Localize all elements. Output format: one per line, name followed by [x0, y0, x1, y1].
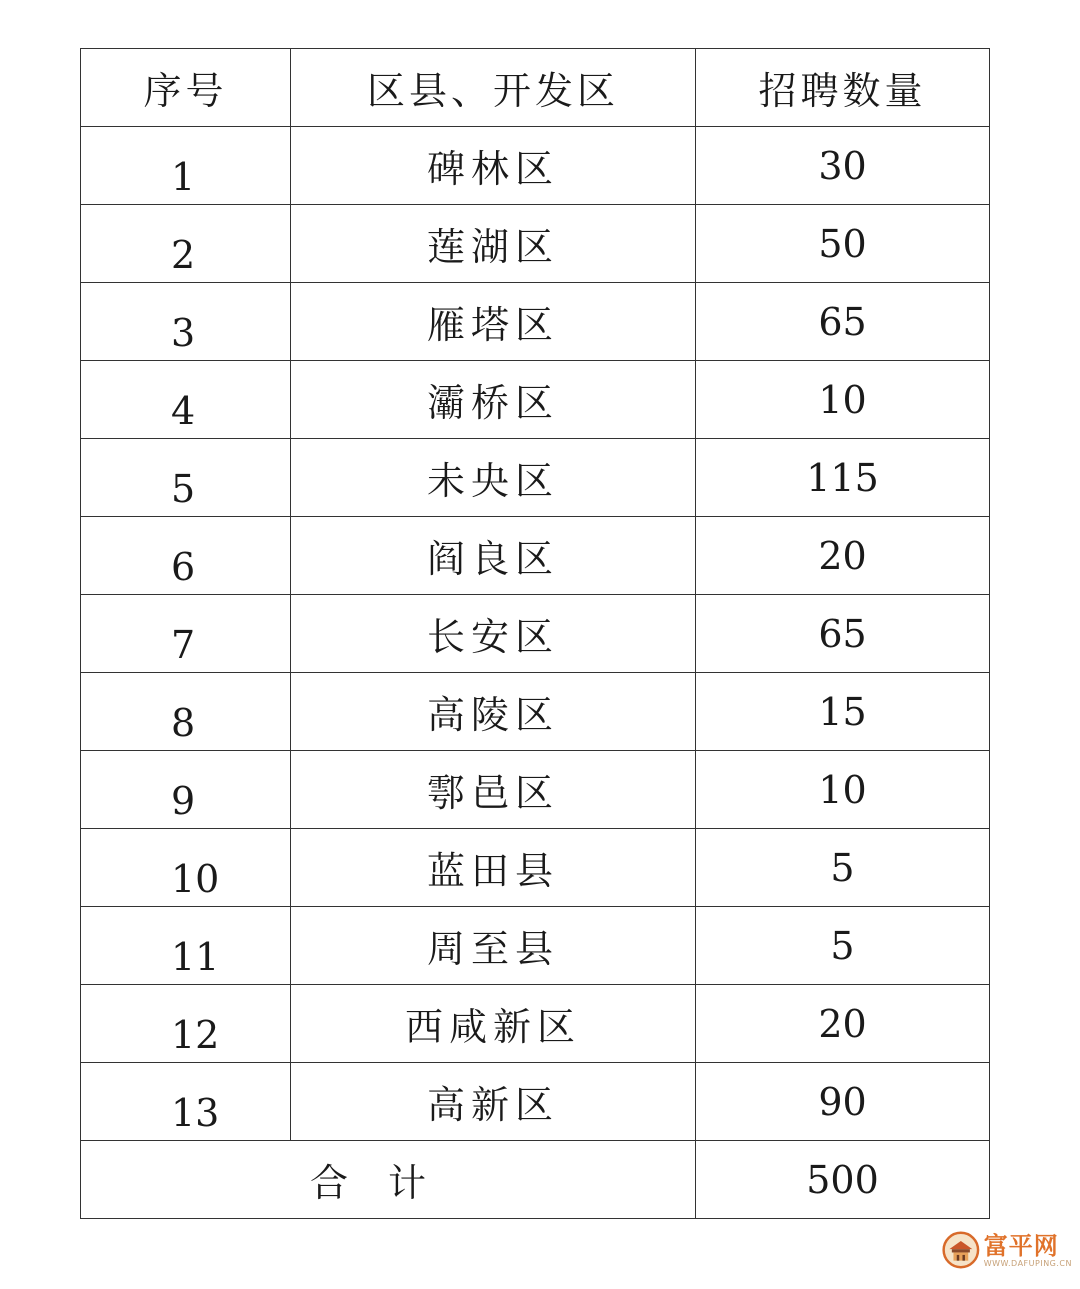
row-index	[81, 523, 291, 601]
table-row	[81, 517, 990, 595]
row-index	[81, 367, 291, 445]
table-header-row	[81, 49, 990, 127]
row-district: 高新区	[291, 1063, 696, 1141]
row-index-text: 6	[171, 544, 196, 589]
row-count: 30	[696, 127, 990, 205]
row-count: 15	[696, 673, 990, 751]
row-index	[81, 445, 291, 523]
row-count: 50	[696, 205, 990, 283]
watermark-title: 富平网	[983, 1231, 1059, 1260]
row-index-text: 13	[171, 1090, 220, 1135]
row-count: 10	[696, 361, 990, 439]
row-index-text: 2	[171, 232, 196, 277]
row-index-text: 9	[171, 778, 196, 823]
table-row	[81, 127, 990, 205]
row-index	[81, 133, 291, 211]
row-index-text: 3	[171, 310, 196, 355]
table-row	[81, 439, 990, 517]
total-value: 500	[696, 1141, 990, 1219]
row-index-text: 12	[171, 1012, 220, 1057]
row-index	[81, 679, 291, 757]
table-row	[81, 673, 990, 751]
row-index	[81, 835, 291, 913]
row-index	[81, 991, 291, 1069]
row-index-text: 7	[171, 622, 196, 667]
row-index-text: 10	[171, 856, 220, 901]
row-district: 未央区	[291, 439, 696, 517]
row-district: 莲湖区	[291, 205, 696, 283]
row-count: 20	[696, 985, 990, 1063]
table-row	[81, 1063, 990, 1141]
row-index-text: 4	[171, 388, 196, 433]
row-index-text: 1	[171, 154, 196, 199]
total-label: 合计	[81, 1141, 696, 1219]
header-index: 序号	[81, 49, 291, 127]
row-district: 雁塔区	[291, 283, 696, 361]
row-count: 90	[696, 1063, 990, 1141]
row-district: 灞桥区	[291, 361, 696, 439]
total-row	[81, 1141, 990, 1219]
table-row	[81, 205, 990, 283]
row-index	[81, 601, 291, 679]
row-district: 阎良区	[291, 517, 696, 595]
recruitment-table	[80, 48, 990, 1219]
row-index	[81, 211, 291, 289]
row-district: 周至县	[291, 907, 696, 985]
row-count: 10	[696, 751, 990, 829]
row-count: 115	[696, 439, 990, 517]
row-index-text: 11	[171, 934, 220, 979]
table-row	[81, 361, 990, 439]
header-district: 区县、开发区	[291, 49, 696, 127]
watermark-url: WWW.DAFUPING.CN	[983, 1258, 1072, 1268]
row-district: 蓝田县	[291, 829, 696, 907]
site-watermark	[942, 1219, 1072, 1281]
table-row	[81, 595, 990, 673]
row-index	[81, 757, 291, 835]
row-district: 西咸新区	[291, 985, 696, 1063]
table-row	[81, 283, 990, 361]
row-index	[81, 1069, 291, 1147]
row-count: 20	[696, 517, 990, 595]
row-index	[81, 289, 291, 367]
row-index-text: 5	[171, 466, 196, 511]
site-logo-icon	[942, 1227, 980, 1273]
row-district: 鄠邑区	[291, 751, 696, 829]
header-count: 招聘数量	[696, 49, 990, 127]
row-district: 长安区	[291, 595, 696, 673]
table-row	[81, 907, 990, 985]
row-district: 高陵区	[291, 673, 696, 751]
row-count: 5	[696, 907, 990, 985]
row-index	[81, 913, 291, 991]
row-count: 65	[696, 595, 990, 673]
row-index-text: 8	[171, 700, 196, 745]
row-district: 碑林区	[291, 127, 696, 205]
table-row	[81, 751, 990, 829]
row-count: 5	[696, 829, 990, 907]
row-count: 65	[696, 283, 990, 361]
table-row	[81, 985, 990, 1063]
table-row	[81, 829, 990, 907]
